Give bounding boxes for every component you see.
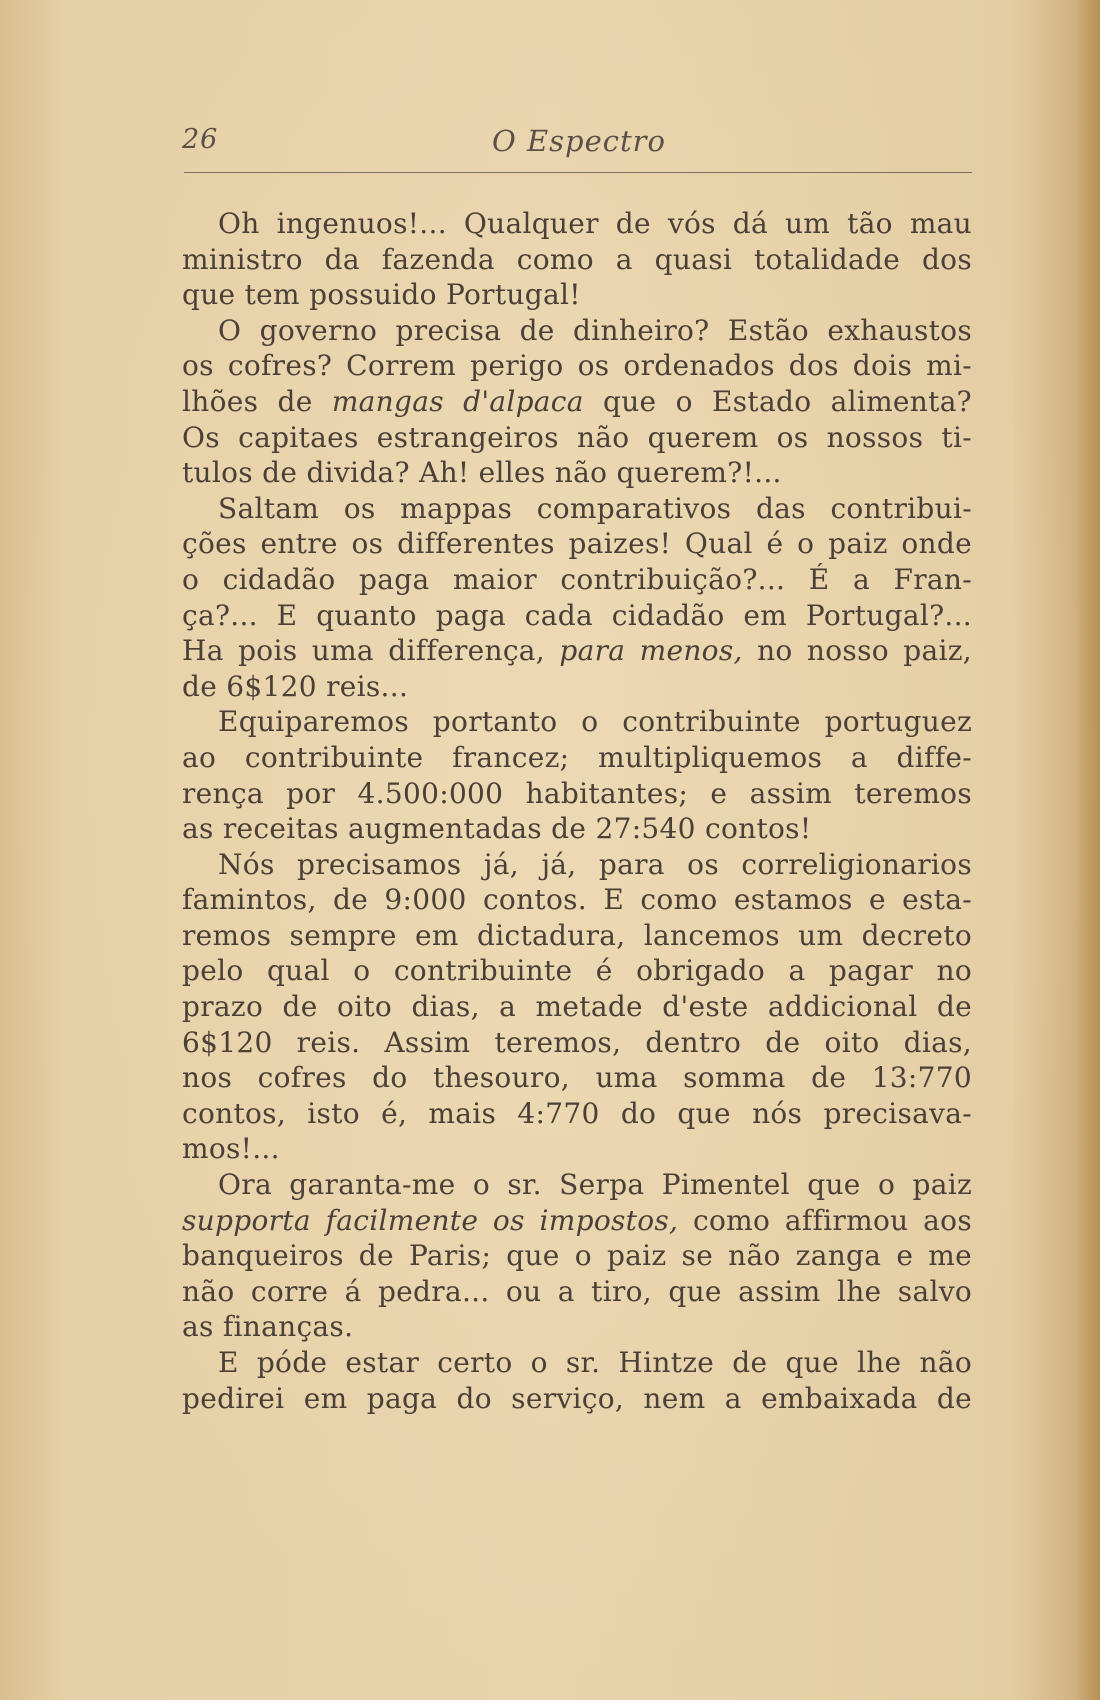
running-title: O Espectro — [492, 124, 666, 158]
text-line — [182, 1203, 972, 1239]
text-line — [182, 633, 972, 669]
text-line: prazo de oito dias, a metade d'este addicional de — [182, 990, 972, 1024]
text-line: o cidadão paga maior contribuição?... É a Fran- — [182, 562, 972, 596]
page-header — [182, 118, 972, 168]
body-text — [182, 206, 972, 1416]
text-line: as receitas augmentadas de 27:540 contos! — [182, 812, 812, 846]
text-line: banqueiros de Paris; que o paiz se não zanga e me — [182, 1239, 972, 1273]
text-line: as finanças. — [182, 1310, 354, 1344]
text-line: Equiparemos portanto o contribuinte portuguez — [218, 705, 972, 739]
text-line: Nós precisamos já, já, para os correligionarios — [218, 847, 972, 881]
text-line: 6$120 reis. Assim teremos, dentro de oito dias, — [182, 1025, 972, 1059]
text-line: pelo qual o contribuinte é obrigado a pagar no — [182, 954, 972, 988]
text-line: que tem possuido Portugal! — [182, 278, 581, 312]
text-segment: que o Estado alimenta? — [583, 384, 972, 418]
text-line: Ora garanta-me o sr. Serpa Pimentel que o paiz — [218, 1168, 972, 1202]
text-line: nos cofres do thesouro, uma somma de 13:770 — [182, 1061, 972, 1095]
text-line: ao contribuinte francez; multipliquemos a diffe- — [182, 740, 972, 774]
text-line: pedirei em paga do serviço, nem a embaixada de — [182, 1381, 972, 1415]
text-line: mos!... — [182, 1132, 280, 1166]
text-line: os cofres? Correm perigo os ordenados dos dois mi- — [182, 349, 972, 383]
text-line: ça?... E quanto paga cada cidadão em Portugal?... — [182, 598, 972, 632]
text-line: rença por 4.500:000 habitantes; e assim teremos — [182, 776, 972, 810]
text-line: remos sempre em dictadura, lancemos um decreto — [182, 918, 972, 952]
header-rule — [184, 172, 972, 173]
text-line: E póde estar certo o sr. Hintze de que lhe não — [218, 1346, 972, 1379]
page-number: 26 — [182, 124, 219, 155]
text-line: não corre á pedra... ou a tiro, que assim lhe salvo — [182, 1274, 972, 1308]
page-edge-shading — [1074, 0, 1100, 1700]
text-segment: Ha pois uma differença, — [182, 634, 560, 668]
text-segment: como affirmou aos — [678, 1203, 972, 1237]
text-line: contos, isto é, mais 4:770 do que nós precisava- — [182, 1096, 972, 1130]
text-line: ções entre os differentes paizes! Qual é o paiz onde — [182, 527, 972, 561]
text-line: ministro da fazenda como a quasi totalidade dos — [182, 242, 972, 276]
text-line: O governo precisa de dinheiro? Estão exhaustos — [218, 313, 972, 347]
text-segment: lhões de — [182, 384, 332, 418]
italic-text-segment: para menos, — [559, 634, 743, 668]
text-line: tulos de divida? Ah! elles não querem?!... — [182, 456, 782, 490]
text-line: Os capitaes estrangeiros não querem os nossos ti- — [182, 420, 972, 454]
text-line: Oh ingenuos!... Qualquer de vós dá um tão mau — [218, 207, 972, 240]
text-line: de 6$120 reis... — [182, 669, 409, 703]
text-line — [182, 384, 972, 420]
italic-text-segment: mangas d'alpaca — [331, 384, 584, 418]
text-line: Saltam os mappas comparativos das contribui- — [218, 491, 972, 525]
text-line: famintos, de 9:000 contos. E como estamos e esta- — [182, 883, 972, 917]
text-segment: no nosso paiz, — [742, 634, 972, 668]
italic-text-segment: supporta facilmente os impostos, — [182, 1203, 679, 1237]
